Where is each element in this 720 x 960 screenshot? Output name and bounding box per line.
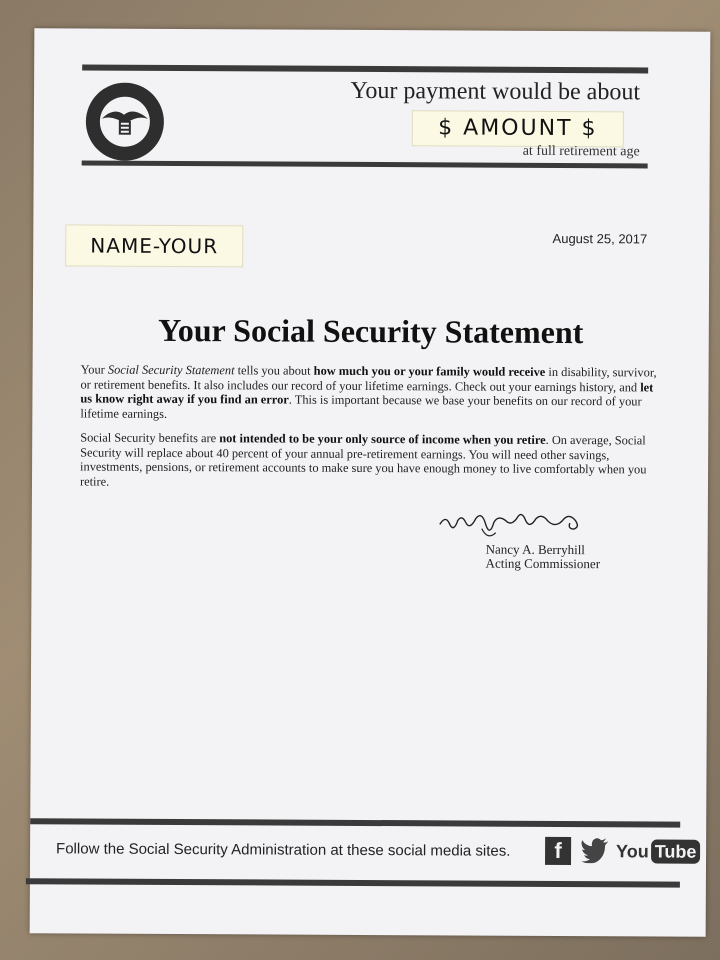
header-bottom-rule xyxy=(82,160,648,168)
youtube-icon[interactable]: You Tube xyxy=(616,837,700,865)
emphasis-family-receive: how much you or your family would receive xyxy=(313,363,546,379)
retirement-age-note: at full retirement age xyxy=(522,143,640,160)
emphasis-report-error: let us know right away if you find an error xyxy=(80,379,654,407)
signatory-title: Acting Commissioner xyxy=(485,555,601,572)
ssa-seal-logo xyxy=(84,80,166,162)
social-media-follow-text: Follow the Social Security Administration at these social media sites. xyxy=(56,840,511,860)
twitter-icon[interactable] xyxy=(581,837,609,863)
signature-block xyxy=(430,506,650,571)
statement-date: August 25, 2017 xyxy=(552,230,648,247)
handwritten-amount: $ AMOUNT $ xyxy=(412,110,624,147)
footer-top-rule xyxy=(30,818,680,827)
facebook-icon[interactable]: f xyxy=(545,837,571,865)
income-paragraph: Social Security benefits are not intended to be your only source of income when you retire. On average, Social Security will replace about 40 percent of your annual pre-retirement earnings. You will need other savings, investments, pensions, or retirement accounts to make sure you have enough money to live comfortably when you retire. xyxy=(79,430,647,489)
intro-paragraph: Your Social Security Statement tells you about how much you or your family would receive in disability, survivor, or retirement benefits. It also includes our record of your lifetime earnings. Check out your earnings history, and let us know right away if you find an error. This is important because we base your benefits on our record of your lifetime earnings. xyxy=(80,362,657,421)
statement-page xyxy=(30,28,711,937)
header-top-rule xyxy=(82,64,648,73)
statement-name-italic: Social Security Statement xyxy=(107,362,235,378)
handwritten-signature xyxy=(436,506,586,543)
footer-bottom-rule xyxy=(26,878,680,887)
emphasis-not-only-income: not intended to be your only source of income when you retire xyxy=(219,431,546,447)
document-title: Your Social Security Statement xyxy=(158,311,584,351)
payment-estimate-heading: Your payment would be about xyxy=(350,77,641,106)
signatory-name: Nancy A. Berryhill xyxy=(485,541,585,558)
handwritten-name: NAME-YOUR xyxy=(65,224,243,267)
